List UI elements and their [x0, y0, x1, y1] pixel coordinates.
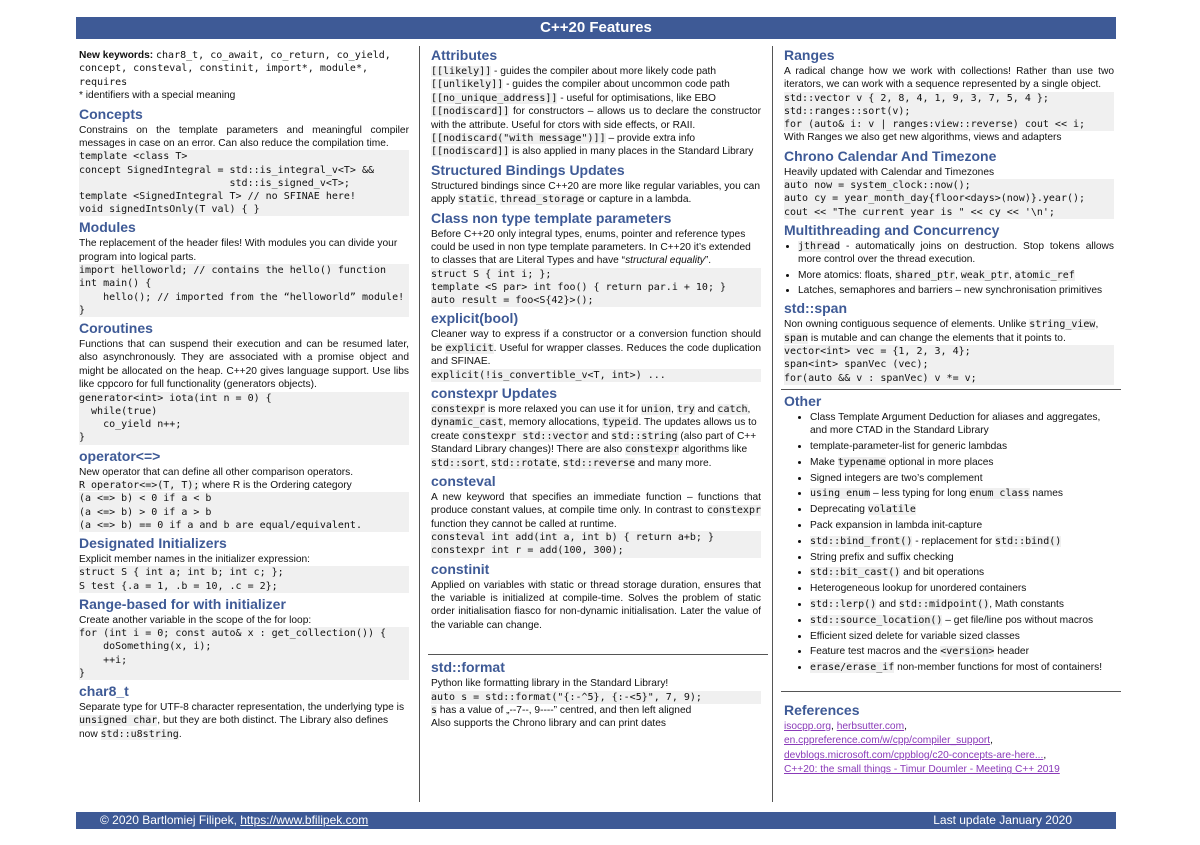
bindings-heading: Structured Bindings Updates: [431, 161, 625, 178]
ranges-desc-2: With Ranges we also get new algorithms, views and adapters: [784, 132, 1062, 144]
format-divider: [428, 654, 768, 655]
span-desc-3: is mutable and can change the elements that it points to.: [808, 332, 1066, 344]
other-list: [784, 411, 1114, 675]
other-text-fragment: Efficient sized delete for variable sized classes: [810, 630, 1020, 642]
attribute-code: [[nodiscard("with message")]]: [431, 133, 606, 145]
constexpr-code-fragment: constexpr: [625, 444, 680, 456]
consteval-code: consteval int add(int a, int b) { return a+b; } constexpr int r = add(100, 300);: [431, 531, 761, 557]
reference-link[interactable]: C++20: the small things - Timur Doumler - Meeting C++ 2019: [784, 764, 1060, 776]
coroutines-desc: Functions that can suspend their execution and can be resumed later, also asynchronously. They are associated with a promise object and might be allocated on the heap. C++20 gives language support. Use libs like cppcoro for full functionality (generators objects).: [79, 339, 409, 391]
footer-bar: [76, 812, 1116, 829]
nontype-heading: Class non type template parameters: [431, 209, 672, 226]
mt-item1-code: jthread: [798, 240, 841, 252]
coroutines-code: generator<int> iota(int n = 0) { while(true) co_yield n++; }: [79, 392, 409, 445]
list-item: [810, 519, 1114, 532]
bindings-desc-3: or capture in a lambda.: [584, 194, 692, 206]
attribute-item: [431, 78, 761, 91]
list-item: [810, 440, 1114, 453]
constexpr-code-fragment: std::sort: [431, 457, 486, 469]
char8-desc: [79, 701, 409, 741]
attribute-text: - guides the compiler about more likely code path: [491, 66, 717, 77]
explicit-desc-1: Cleaner way to express if a constructor or a conversion function should be: [431, 329, 761, 354]
header-bar: [76, 17, 1116, 39]
references-line-3: devblogs.microsoft.com/cppblog/c20-concepts-are-here...,: [784, 749, 1047, 761]
list-item: [810, 535, 1114, 548]
constexpr-text-fragment: ,: [485, 457, 491, 469]
ranges-heading: Ranges: [784, 47, 835, 63]
keywords-note: * identifiers with a special meaning: [79, 90, 236, 102]
attribute-item: [431, 105, 761, 132]
constexpr-text-fragment: . The updates allows us to create: [431, 417, 757, 442]
list-item: [810, 411, 1114, 438]
span-desc: [784, 318, 1114, 345]
span-code-2: span: [784, 332, 809, 344]
references-divider: [781, 691, 1121, 692]
bindings-code-2: thread_storage: [499, 194, 585, 206]
constexpr-text-fragment: is more relaxed you can use it for: [485, 403, 641, 415]
reference-link[interactable]: devblogs.microsoft.com/cppblog/c20-concepts-are-here...: [784, 749, 1044, 761]
format-desc: Python like formatting library in the Standard Library!: [431, 678, 669, 690]
mt-item2-code2: weak_ptr: [960, 269, 1009, 281]
constinit-heading: constinit: [431, 560, 490, 577]
other-text-fragment: and bit operations: [900, 567, 985, 579]
format-result-var: s: [431, 704, 438, 716]
spaceship-line-text: where R is the Ordering category: [199, 479, 352, 491]
attribute-text: for constructors – allows us to declare the constructor with the attribute. Useful for ctors with side effects, or RAII.: [431, 106, 761, 131]
spaceship-line-code: R operator<=>(T, T);: [79, 479, 200, 491]
chrono-heading: Chrono Calendar And Timezone: [784, 147, 997, 164]
list-item: [798, 269, 1114, 282]
other-code-fragment: std::bind(): [995, 535, 1062, 547]
other-text-fragment: Class Template Argument Deduction for aliases and aggregates, and more CTAD in the Standard Library: [810, 411, 1101, 437]
chrono-code: auto now = system_clock::now(); auto cy = year_month_day{floor<days>(now)}.year(); cout << "The current year is " << cy << '\n';: [784, 179, 1114, 219]
other-code-fragment: std::midpoint(): [898, 599, 990, 611]
list-item: [810, 487, 1114, 500]
constexpr-text-fragment: , memory allocations,: [503, 417, 603, 429]
copyright-text: © 2020 Bartlomiej Filipek,: [100, 813, 241, 827]
other-text-fragment: Feature test macros and the: [810, 646, 941, 658]
other-text-fragment: template-parameter-list for generic lambdas: [810, 441, 1008, 453]
constexpr-code-fragment: dynamic_cast: [431, 417, 504, 429]
nontype-desc-2: ”.: [704, 255, 712, 267]
other-code-fragment: using enum: [810, 488, 871, 500]
list-item: [798, 240, 1114, 267]
other-text-fragment: names: [1029, 488, 1063, 500]
column-divider-2: [772, 46, 773, 802]
char8-desc-3: .: [178, 728, 182, 740]
constexpr-desc: [431, 403, 761, 470]
modules-desc: The replacement of the header files! With modules you can divide your program into logical parts.: [79, 238, 398, 263]
designated-code: struct S { int a; int b; int c; }; S test {.a = 1, .b = 10, .c = 2};: [79, 566, 409, 592]
mt-item2-code3: atomic_ref: [1014, 269, 1075, 281]
constexpr-text-fragment: ,: [671, 403, 677, 415]
constinit-desc: Applied on variables with static or thread storage duration, ensures that the variable is initialized at compile-time. Solves the problem of static order initialisation fiasco for non-dynamic initialisation. Later the value of the variable can change.: [431, 579, 761, 631]
format-desc-2: Also supports the Chrono library and can print dates: [431, 718, 667, 730]
concepts-heading: Concepts: [79, 105, 143, 122]
attribute-code: [[no_unique_address]]: [431, 92, 558, 104]
references-line-1: isocpp.org, herbsutter.com,: [784, 721, 907, 733]
attribute-code: [[unlikely]]: [431, 79, 504, 91]
other-heading: Other: [784, 392, 822, 409]
other-code-fragment: std::source_location(): [810, 614, 943, 626]
char8-code-1: unsigned char: [79, 715, 158, 727]
references-heading: References: [784, 702, 860, 719]
spaceship-heading: operator<=>: [79, 447, 161, 464]
list-item: [810, 456, 1114, 469]
spaceship-code: (a <=> b) < 0 if a < b (a <=> b) > 0 if a > b (a <=> b) == 0 if a and b are equal/equivalent.: [79, 492, 409, 532]
new-keywords: [79, 49, 409, 89]
mt-list: [784, 240, 1114, 298]
explicit-heading: explicit(bool): [431, 310, 519, 327]
attribute-item: [431, 92, 761, 105]
constexpr-text-fragment: ,: [557, 457, 563, 469]
reference-link[interactable]: en.cppreference.com/w/cpp/compiler_support: [784, 735, 991, 747]
modules-heading: Modules: [79, 219, 136, 236]
constexpr-code-fragment: constexpr: [431, 403, 486, 415]
constexpr-text-fragment: (also part of C++ Standard Library changes)! There are also: [431, 430, 757, 456]
format-result: [431, 704, 761, 717]
attribute-code: [[nodiscard]]: [431, 106, 510, 118]
consteval-desc-1: A new keyword that specifies an immediate function – functions that produce constant values, at compile time only. In contrast to: [431, 491, 761, 517]
nontype-desc-1: Before C++20 only integral types, enums, pointer and reference types could be used in non type template parameters. In C++20 it’s extended to classes that are Literal Types and have “: [431, 228, 751, 267]
other-code-fragment: volatile: [867, 504, 916, 516]
other-text-fragment: - replacement for: [912, 535, 996, 547]
constexpr-code-fragment: std::reverse: [562, 457, 636, 469]
ranges-code: std::vector v { 2, 8, 4, 1, 9, 3, 7, 5, 4 }; std::ranges::sort(v); for (auto& i: v | ranges:view::reverse) cout << i;: [784, 92, 1114, 132]
concepts-code: template <class T> concept SignedIntegral = std::is_integral_v<T> && std::is_signed_v<T>; template <SignedIntegral T> // no SFINAE here! void signedIntsOnly(T val) { }: [79, 150, 409, 216]
char8-desc-1: Separate type for UTF-8 character representation, the underlying type is: [79, 701, 405, 713]
keywords-label: New keywords:: [79, 50, 154, 61]
span-code-1: string_view: [1029, 319, 1096, 331]
attribute-item: [431, 145, 761, 158]
explicit-desc-2: . Useful for wrapper classes. Reduces the code duplication and SFINAE.: [431, 342, 762, 368]
other-code-fragment: enum class: [969, 488, 1030, 500]
references-line-2: en.cppreference.com/w/cpp/compiler_support,: [784, 735, 993, 747]
other-code-fragment: typename: [837, 456, 886, 468]
list-item: [810, 503, 1114, 516]
span-code: vector<int> vec = {1, 2, 3, 4}; span<int> spanVec (vec); for(auto && v : spanVec) v *= v;: [784, 345, 1114, 385]
rangefor-desc: Create another variable in the scope of the for loop:: [79, 614, 312, 626]
format-result-text: has a value of „--7--, 9----” centred, and then left aligned: [437, 704, 692, 716]
keywords-list: char8_t, co_await, co_return, co_yield, concept, consteval, constinit, import*, module*, requires: [79, 50, 391, 88]
char8-code-2: std::u8string: [100, 728, 179, 740]
list-item: [810, 566, 1114, 579]
constexpr-code-fragment: std::string: [611, 430, 678, 442]
nontype-code: struct S { int i; }; template <S par> int foo() { return par.i + 10; } auto result = foo<S{42}>();: [431, 268, 761, 308]
other-code-fragment: std::lerp(): [810, 599, 877, 611]
other-text-fragment: String prefix and suffix checking: [810, 551, 954, 563]
constexpr-code-fragment: try: [676, 403, 695, 415]
list-item: [810, 582, 1114, 595]
other-text-fragment: Pack expansion in lambda init-capture: [810, 520, 983, 532]
attribute-text: – provide extra info: [605, 133, 696, 145]
char8-heading: char8_t: [79, 682, 129, 699]
designated-desc: Explicit member names in the initializer expression:: [79, 553, 311, 565]
references-line-4: [784, 763, 1114, 776]
page-title: C++20 Features: [540, 19, 652, 36]
span-desc-2: ,: [1095, 319, 1099, 331]
char8-desc-2: , but they are both distinct. The Library also defines now: [79, 715, 389, 740]
attribute-item: [431, 65, 761, 78]
column-3: [784, 47, 1114, 778]
constexpr-text-fragment: and: [694, 403, 718, 415]
consteval-desc: [431, 491, 761, 531]
other-text-fragment: Heterogeneous lookup for unordered containers: [810, 583, 1027, 595]
other-text-fragment: and: [876, 599, 899, 611]
bindings-desc-2: ,: [494, 194, 500, 206]
footer-last-update: Last update January 2020: [933, 813, 1072, 827]
bindings-desc-1: Structured bindings since C++20 are more like regular variables, you can apply: [431, 180, 761, 206]
format-code: auto s = std::format("{:-^5}, {:-<5}", 7, 9);: [431, 691, 761, 704]
constexpr-text-fragment: and: [588, 430, 612, 442]
list-item: [810, 661, 1114, 674]
attribute-text: is also applied in many places in the Standard Library: [509, 146, 754, 158]
constexpr-heading: constexpr Updates: [431, 384, 558, 401]
span-desc-1: Non owning contiguous sequence of elements. Unlike: [784, 319, 1030, 331]
constexpr-code-fragment: std::rotate: [490, 457, 558, 469]
chrono-desc: Heavily updated with Calendar and Timezones: [784, 166, 995, 178]
other-text-fragment: header: [994, 646, 1029, 658]
list-item: [810, 472, 1114, 485]
spaceship-line: [79, 479, 409, 492]
other-text-fragment: optional in more places: [885, 456, 994, 468]
modules-code: import helloworld; // contains the hello() function int main() { hello(); // imported from the “helloworld” module! }: [79, 264, 409, 317]
column-2: [431, 47, 761, 731]
footer-link[interactable]: https://www.bfilipek.com: [240, 813, 369, 827]
consteval-heading: consteval: [431, 472, 496, 489]
attribute-text: - guides the compiler about uncommon code path: [503, 79, 730, 91]
column-divider-1: [419, 46, 420, 802]
other-text-fragment: Deprecating: [810, 504, 868, 516]
mt-item1-text: - automatically joins on destruction. Stop tokens allows more control over the thread execution.: [798, 240, 1114, 266]
rangefor-code: for (int i = 0; const auto& x : get_collection()) { doSomething(x, i); ++i; }: [79, 627, 409, 680]
other-text-fragment: Signed integers are two’s complement: [810, 472, 983, 484]
explicit-desc: [431, 328, 761, 368]
constexpr-text-fragment: and many more.: [635, 457, 712, 469]
footer-copyright: [100, 812, 368, 829]
constexpr-text-fragment: ,: [747, 403, 751, 415]
attributes-list: [431, 65, 761, 159]
nontype-desc-em: structural equality: [625, 255, 705, 267]
attribute-code: [[nodiscard]]: [431, 146, 510, 158]
column-1: [79, 47, 409, 741]
other-text-fragment: Make: [810, 456, 838, 468]
other-code-fragment: std::bit_cast(): [810, 567, 901, 579]
spaceship-desc: New operator that can define all other comparison operators.: [79, 466, 354, 478]
other-code-fragment: std::bind_front(): [810, 535, 913, 547]
mt-heading: Multithreading and Concurrency: [784, 221, 1000, 238]
format-heading: std::format: [431, 659, 505, 676]
mt-item2-text3: ,: [1008, 269, 1015, 281]
mt-item2-text2: ,: [955, 269, 961, 281]
list-item: • Latches, semaphores and barriers – new synchronisation primitives: [798, 284, 1114, 297]
list-item: [810, 630, 1114, 643]
mt-item2-code1: shared_ptr: [894, 269, 956, 281]
list-item: [810, 645, 1114, 658]
bindings-code-1: static: [458, 194, 495, 206]
other-text-fragment: – get file/line pos without macros: [942, 614, 1094, 626]
mt-item2-text1: More atomics: floats,: [798, 269, 895, 281]
reference-link[interactable]: herbsutter.com: [836, 721, 905, 733]
constexpr-code-fragment: union: [640, 403, 672, 415]
attributes-heading: Attributes: [431, 47, 498, 63]
other-text-fragment: , Math constants: [989, 599, 1064, 611]
rangefor-heading: Range-based for with initializer: [79, 595, 286, 612]
attribute-item: [431, 132, 761, 145]
attribute-text: - useful for optimisations, like EBO: [557, 92, 716, 104]
list-item: [810, 551, 1114, 564]
other-text-fragment: non-member functions for most of containers!: [894, 662, 1103, 674]
concepts-desc: Constrains on the template parameters and meaningful compiler messages in case on an error. Can also reduce the compilation time.: [79, 124, 409, 150]
consteval-code-1: constexpr: [706, 505, 761, 517]
explicit-code-1: explicit: [445, 342, 494, 354]
span-heading: std::span: [784, 300, 847, 317]
other-code-fragment: <version>: [940, 646, 995, 658]
designated-heading: Designated Initializers: [79, 534, 227, 551]
ranges-desc: A radical change how we work with collections! Rather than use two iterators, we can work with a sequence represented by a single object.: [784, 66, 1114, 91]
constexpr-code-fragment: typeid: [602, 417, 639, 429]
attribute-code: [[likely]]: [431, 66, 492, 77]
coroutines-heading: Coroutines: [79, 320, 153, 337]
constexpr-text-fragment: algorithms like: [679, 444, 748, 456]
list-item: [810, 598, 1114, 611]
constexpr-code-fragment: constexpr std::vector: [462, 430, 589, 442]
other-text-fragment: – less typing for long: [870, 488, 970, 500]
other-code-fragment: erase/erase_if: [810, 662, 895, 674]
consteval-desc-2: function they cannot be called at runtime.: [431, 518, 617, 530]
constexpr-code-fragment: catch: [717, 403, 748, 415]
nontype-desc: [431, 228, 761, 268]
list-item: [810, 614, 1114, 627]
explicit-code: explicit(!is_convertible_v<T, int>) ...: [431, 369, 761, 382]
bindings-desc: [431, 180, 761, 207]
other-divider: [781, 389, 1121, 390]
reference-link[interactable]: isocpp.org: [784, 721, 832, 733]
